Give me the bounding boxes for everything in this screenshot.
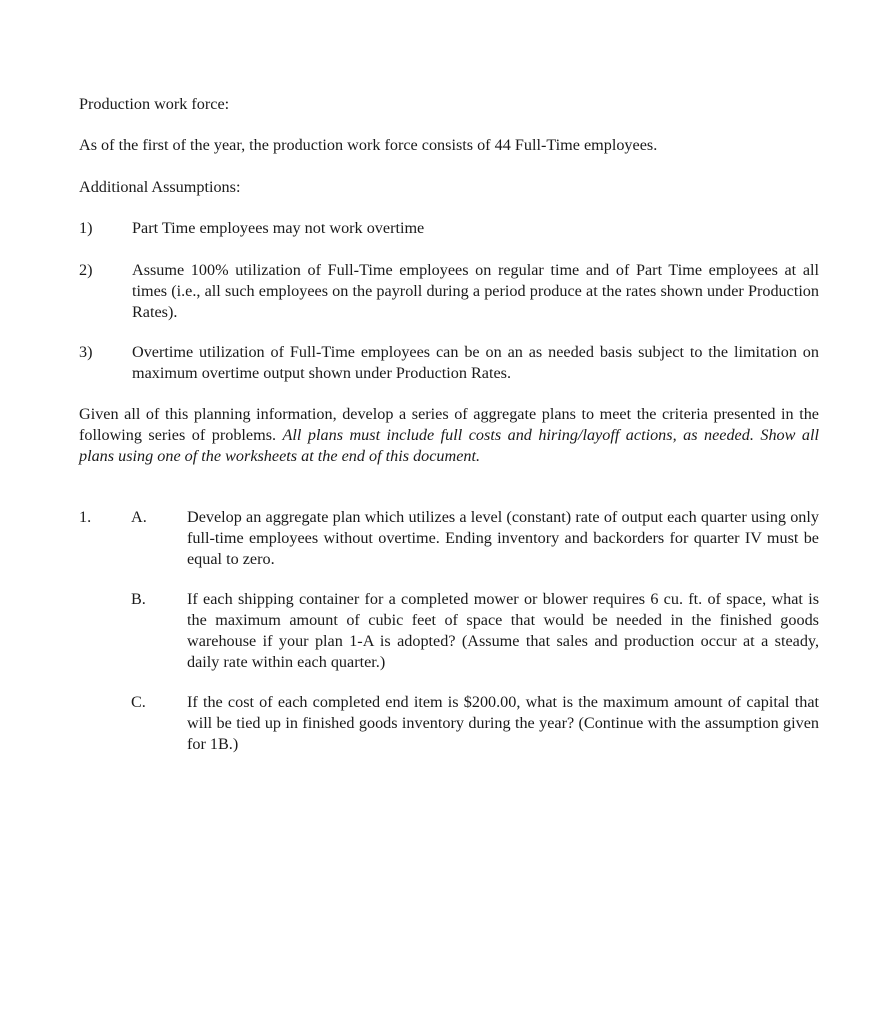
assumption-text: Assume 100% utilization of Full-Time employees on regular time and of Part Time employees at all times (i.e., all such employees on the payroll during a period produce at the rates shown under Production Rates).	[132, 261, 819, 321]
instructions-emphasis: All plans must include full costs and hiring/layoff actions, as needed. Show all plans using one of the worksheets at the end of this document.	[79, 426, 819, 465]
assumption-number: 2)	[79, 261, 93, 279]
instructions-paragraph	[79, 404, 819, 467]
part-text: Develop an aggregate plan which utilizes a level (constant) rate of output each quarter using only full-time employees without overtime. Ending inventory and backorders for quarter IV must be equal to zero.	[187, 508, 819, 568]
part-text: If the cost of each completed end item is $200.00, what is the maximum amount of capital that will be tied up in finished goods inventory during the year? (Continue with the assumption given for 1B.)	[187, 693, 819, 753]
assumptions-heading: Additional Assumptions:	[79, 178, 241, 196]
assumption-text: Overtime utilization of Full-Time employees can be on an as needed basis subject to the limitation on maximum overtime output shown under Production Rates.	[132, 343, 819, 382]
assumption-number: 1)	[79, 219, 93, 237]
part-letter: A.	[131, 508, 147, 526]
part-letter: B.	[131, 590, 146, 608]
instructions-lead: Given all of this planning information, develop a series of aggregate plans to meet the criteria presented in the following series of problems.	[79, 405, 819, 444]
assumption-number: 3)	[79, 343, 93, 361]
part-letter: C.	[131, 693, 146, 711]
part-text: If each shipping container for a completed mower or blower requires 6 cu. ft. of space, what is the maximum amount of cubic feet of space that would be needed in the finished goods warehouse if your plan 1-A is adopted? (Assume that sales and production occur at a steady, daily rate within each quarter.)	[187, 590, 819, 671]
problem-number: 1.	[79, 508, 92, 526]
assumption-text: Part Time employees may not work overtime	[132, 219, 425, 237]
workforce-statement: As of the first of the year, the production work force consists of 44 Full-Time employees.	[79, 136, 658, 154]
section-heading: Production work force:	[79, 95, 230, 113]
